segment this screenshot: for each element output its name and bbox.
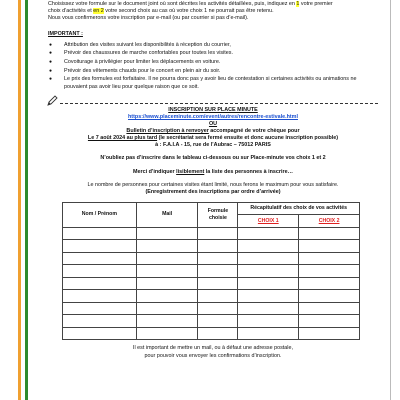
- cell-choice-2[interactable]: [299, 252, 360, 265]
- cell-name[interactable]: [63, 265, 137, 278]
- cell-choice-2[interactable]: [299, 277, 360, 290]
- document-page: [48, 0, 378, 360]
- intro-text: Choisissez votre formule sur le document joint où sont décrites les activités détaillées, puis, indiquez en: [48, 1, 297, 7]
- bullet-dot-icon: ●: [49, 58, 53, 65]
- bulletin-label: Bulletin d’inscription à renvoyer: [126, 128, 209, 134]
- important-heading: IMPORTANT :: [48, 31, 83, 38]
- legibly-line: [48, 169, 378, 176]
- cut-separator: [48, 97, 378, 107]
- bulletin-text: accompagné de votre chèque pour: [208, 128, 300, 134]
- header-formula: Formule choisie: [198, 202, 238, 227]
- important-list-item: [48, 50, 378, 57]
- table-row: [63, 265, 360, 278]
- cell-formula[interactable]: [198, 277, 238, 290]
- choice-1-label: CHOIX 1: [257, 217, 279, 224]
- cell-formula[interactable]: [198, 302, 238, 315]
- registration-block: [48, 107, 378, 196]
- intro-line-1: [48, 1, 378, 8]
- table-row: [63, 277, 360, 290]
- table-body: [63, 227, 360, 340]
- cell-mail[interactable]: [136, 315, 198, 328]
- important-list-item: [48, 76, 378, 90]
- choice-2-label: CHOIX 2: [318, 217, 340, 224]
- table-row: [63, 302, 360, 315]
- cell-choice-2[interactable]: [299, 302, 360, 315]
- postal-address: à : F.A.I.A - 15, rue de l’Aubrac – 75012 PARIS: [155, 142, 271, 149]
- legibly-text: Merci d’indiquer: [133, 168, 177, 175]
- cell-choice-1[interactable]: [238, 227, 299, 240]
- cell-choice-2[interactable]: [299, 290, 360, 303]
- cell-choice-1[interactable]: [238, 290, 299, 303]
- cell-choice-1[interactable]: [238, 302, 299, 315]
- cell-choice-1[interactable]: [238, 327, 299, 340]
- table-row: [63, 227, 360, 240]
- placeminute-link[interactable]: https://www.placeminute.com/event/autres/rencontre-estivale.html: [128, 113, 298, 120]
- cell-name[interactable]: [63, 227, 137, 240]
- cell-mail[interactable]: [136, 277, 198, 290]
- cell-name[interactable]: [63, 240, 137, 253]
- header-choice-2: [299, 215, 360, 228]
- cell-name[interactable]: [63, 252, 137, 265]
- bullet-dot-icon: ●: [49, 50, 53, 57]
- left-edge-green-stripe: [25, 0, 28, 400]
- cell-formula[interactable]: [198, 227, 238, 240]
- cell-name[interactable]: [63, 290, 137, 303]
- cell-mail[interactable]: [136, 227, 198, 240]
- cell-mail[interactable]: [136, 290, 198, 303]
- table-row: [63, 252, 360, 265]
- cell-mail[interactable]: [136, 240, 198, 253]
- footer-line-2: pour pouvoir vous envoyer les confirmations d’inscription.: [144, 352, 282, 359]
- header-choice-1: [238, 215, 299, 228]
- cell-mail[interactable]: [136, 302, 198, 315]
- intro-line-2: [48, 8, 378, 15]
- cell-formula[interactable]: [198, 252, 238, 265]
- list-item-text: Attribution des visites suivant les disponibilités à réception du courrier,: [64, 41, 231, 48]
- cell-choice-1[interactable]: [238, 252, 299, 265]
- left-edge-orange-stripe: [18, 0, 21, 400]
- cell-formula[interactable]: [198, 290, 238, 303]
- legibly-word: lisiblement: [176, 168, 205, 175]
- cell-choice-1[interactable]: [238, 315, 299, 328]
- list-item-text: Covoiturage à privilégier pour limiter les déplacements en voiture.: [64, 58, 221, 65]
- intro-paragraph: [48, 1, 378, 22]
- or-separator: OU: [208, 120, 218, 127]
- cell-mail[interactable]: [136, 252, 198, 265]
- cell-choice-2[interactable]: [299, 315, 360, 328]
- cell-choice-1[interactable]: [238, 240, 299, 253]
- list-item-text: Le prix des formules est forfaitaire. Il ne pourra donc pas y avoir lieu de contestation si certaines activités ou animations ne pouvaient pas avoir lieu pour quelque raison que ce soit.: [64, 76, 357, 90]
- important-list: [48, 42, 378, 91]
- cell-name[interactable]: [63, 302, 137, 315]
- footer-note: [48, 345, 378, 359]
- pencil-icon: [46, 95, 58, 107]
- cell-mail[interactable]: [136, 327, 198, 340]
- cell-choice-2[interactable]: [299, 327, 360, 340]
- highlight-choice-1: 1: [296, 1, 300, 7]
- important-list-item: [48, 42, 378, 49]
- cell-choice-1[interactable]: [238, 265, 299, 278]
- highlight-choice-2: en 2: [93, 8, 104, 15]
- deadline-line: [48, 135, 378, 142]
- cell-choice-2[interactable]: [299, 240, 360, 253]
- intro-text: votre premier: [299, 1, 333, 7]
- important-list-item: [48, 68, 378, 75]
- intro-text: choix d’activités et: [48, 8, 94, 15]
- table-row: [63, 327, 360, 340]
- header-recap: Récapitulatif des choix de vos activités: [238, 202, 360, 215]
- list-item-text: Prévoir des chaussures de marche confortables pour toutes les visites.: [64, 50, 233, 57]
- cell-mail[interactable]: [136, 265, 198, 278]
- cell-name[interactable]: [63, 277, 137, 290]
- cell-name[interactable]: [63, 327, 137, 340]
- header-mail: Mail: [136, 202, 198, 227]
- list-item-text: Prévoir des vêtements chauds pour le concert en plein air du soir.: [64, 67, 221, 74]
- legibly-text: la liste des personnes à inscrire…: [204, 168, 293, 175]
- important-list-item: [48, 59, 378, 66]
- choice-reminder: N’oubliez pas d’inscrire dans le tableau ci-dessous ou sur Place-minute vos choix 1 et 2: [100, 155, 326, 162]
- right-page-border: [390, 0, 391, 400]
- cell-formula[interactable]: [198, 315, 238, 328]
- cell-choice-2[interactable]: [299, 265, 360, 278]
- header-name: Nom / Prénom: [63, 202, 137, 227]
- table-row: [63, 290, 360, 303]
- dashed-line: [60, 103, 378, 104]
- cell-choice-1[interactable]: [238, 277, 299, 290]
- intro-text: votre second choix au cas où votre choix 1 ne pourrait pas être retenu.: [103, 8, 274, 15]
- deadline-text: (le secrétariat sera fermé ensuite et donc aucune inscription possible): [157, 135, 339, 142]
- cell-name[interactable]: [63, 315, 137, 328]
- limit-note: Le nombre de personnes pour certaines visites étant limité, nous ferons le maximum pour vous satisfaire.: [87, 181, 339, 188]
- order-note: (Enregistrement des inscriptions par ordre d’arrivée): [145, 188, 281, 195]
- table-row: [63, 315, 360, 328]
- bullet-dot-icon: ●: [49, 76, 53, 83]
- cell-formula[interactable]: [198, 265, 238, 278]
- footer-line-1: Il est important de mettre un mail, ou à défaut une adresse postale,: [132, 345, 293, 352]
- bullet-dot-icon: ●: [49, 67, 53, 74]
- cell-formula[interactable]: [198, 327, 238, 340]
- bullet-dot-icon: ●: [49, 41, 53, 48]
- intro-line-3: Nous vous confirmerons votre inscription par e-mail (ou par courrier si pas d’e-mail).: [48, 15, 249, 22]
- deadline-date: Le 7 août 2024 au plus tard: [87, 135, 158, 142]
- cell-formula[interactable]: [198, 240, 238, 253]
- registration-table: [62, 202, 360, 341]
- registration-title: INSCRIPTION SUR PLACE MINUTE: [168, 106, 258, 113]
- table-row: [63, 240, 360, 253]
- bulletin-line: [48, 128, 378, 135]
- cell-choice-2[interactable]: [299, 227, 360, 240]
